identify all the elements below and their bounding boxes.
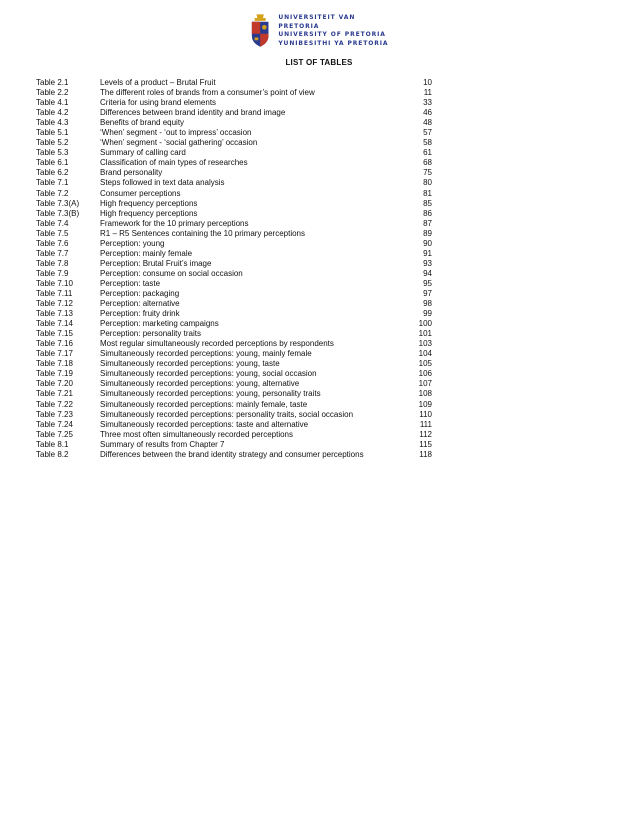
table-entry-row (36, 359, 432, 369)
table-number: Table 6.1 (36, 158, 69, 168)
university-name-sepedi: YUNIBESITHI YA PRETORIA (278, 39, 389, 47)
table-entry-row (36, 138, 432, 148)
university-logo (250, 10, 390, 52)
table-number: Table 7.21 (36, 389, 73, 399)
table-entry-row (36, 118, 432, 128)
table-entry-row (36, 259, 432, 269)
table-title: Simultaneously recorded perceptions: taste and alternative (100, 419, 309, 429)
table-page-number: 93 (423, 258, 432, 268)
table-number: Table 7.24 (36, 419, 73, 429)
table-number: Table 7.14 (36, 319, 73, 329)
table-page-number: 68 (423, 158, 432, 168)
table-page-number: 11 (423, 88, 432, 98)
table-title: Benefits of brand equity (100, 118, 185, 128)
table-entry-row (36, 98, 432, 108)
table-page-number: 81 (423, 188, 432, 198)
table-title: Simultaneously recorded perceptions: young, mainly female (100, 349, 312, 359)
table-title: ‘When’ segment - ‘social gathering’ occasion (100, 138, 258, 148)
table-title: Perception: taste (100, 278, 161, 288)
table-entry-row (36, 269, 432, 279)
table-entry-row (36, 309, 432, 319)
table-page-number: 100 (418, 319, 432, 329)
table-number: Table 7.4 (36, 218, 69, 228)
table-entry-row (36, 128, 432, 138)
table-page-number: 115 (419, 439, 432, 449)
table-entry-row (36, 189, 432, 199)
table-title: High frequency perceptions (100, 208, 198, 218)
table-page-number: 10 (423, 78, 432, 87)
table-title: Perception: alternative (100, 299, 180, 309)
table-title: Framework for the 10 primary perceptions (100, 218, 249, 228)
table-page-number: 112 (419, 429, 432, 439)
page-title: LIST OF TABLES (285, 58, 353, 67)
table-title: Perception: packaging (100, 288, 180, 298)
table-number: Table 8.1 (36, 439, 69, 449)
table-page-number: 46 (423, 108, 432, 118)
table-page-number: 86 (423, 208, 432, 218)
table-entry-row (36, 410, 432, 420)
table-entry-row (36, 440, 432, 450)
table-page-number: 58 (423, 138, 432, 148)
table-title: Simultaneously recorded perceptions: personality traits, social occasion (100, 409, 354, 419)
table-number: Table 7.11 (36, 288, 73, 298)
table-page-number: 91 (423, 248, 432, 258)
table-entry-row (36, 369, 432, 379)
list-of-tables (36, 78, 432, 460)
table-title: Perception: marketing campaigns (100, 319, 219, 329)
table-page-number: 111 (419, 419, 432, 429)
table-entry-row (36, 249, 432, 259)
table-entry-row (36, 400, 432, 410)
table-title: High frequency perceptions (100, 198, 198, 208)
table-title: Perception: consume on social occasion (100, 268, 243, 278)
table-page-number: 61 (423, 148, 432, 158)
table-number: Table 7.15 (36, 329, 73, 339)
table-page-number: 90 (423, 238, 432, 248)
table-entry-row (36, 430, 432, 440)
table-number: Table 7.1 (36, 178, 69, 188)
table-number: Table 7.25 (36, 429, 73, 439)
table-number: Table 7.23 (36, 409, 73, 419)
table-title: Most regular simultaneously recorded perceptions by respondents (100, 339, 334, 349)
table-number: Table 7.10 (36, 278, 73, 288)
table-page-number: 103 (418, 339, 432, 349)
table-page-number: 80 (423, 178, 432, 188)
table-number: Table 7.8 (36, 258, 69, 268)
table-page-number: 110 (419, 409, 432, 419)
table-number: Table 7.6 (36, 238, 69, 248)
table-number: Table 7.7 (36, 248, 69, 258)
table-entry-row (36, 148, 432, 158)
table-entry-row (36, 339, 432, 349)
table-page-number: 85 (423, 198, 432, 208)
table-number: Table 5.2 (36, 138, 69, 148)
table-title: Simultaneously recorded perceptions: young, taste (100, 359, 280, 369)
table-page-number: 106 (418, 369, 432, 379)
table-number: Table 2.1 (36, 78, 69, 87)
table-page-number: 98 (423, 299, 432, 309)
table-entry-row (36, 279, 432, 289)
table-number: Table 7.9 (36, 268, 69, 278)
table-page-number: 99 (423, 309, 432, 319)
university-name-english: UNIVERSITY OF PRETORIA (278, 31, 386, 38)
table-entry-row (36, 450, 432, 460)
table-number: Table 7.20 (36, 379, 73, 389)
table-entry-row (36, 289, 432, 299)
table-number: Table 7.16 (36, 339, 73, 349)
table-entry-row (36, 379, 432, 389)
table-title: Criteria for using brand elements (100, 98, 217, 108)
table-number: Table 7.18 (36, 359, 73, 369)
table-title: Consumer perceptions (100, 188, 181, 198)
table-title: Differences between the brand identity strategy and consumer perceptions (100, 449, 364, 459)
table-page-number: 87 (423, 218, 432, 228)
table-number: Table 7.2 (36, 188, 69, 198)
table-title: ‘When’ segment - ‘out to impress’ occasion (100, 128, 252, 138)
table-entry-row (36, 349, 432, 359)
table-title: Brand personality (100, 168, 163, 178)
table-number: Table 7.3(A) (36, 198, 80, 208)
table-number: Table 5.3 (36, 148, 69, 158)
table-title: Perception: Brutal Fruit’s image (100, 258, 212, 268)
table-page-number: 48 (423, 118, 432, 128)
table-page-number: 33 (423, 98, 432, 108)
table-number: Table 7.12 (36, 299, 73, 309)
table-page-number: 101 (418, 329, 432, 339)
table-title: Steps followed in text data analysis (100, 178, 225, 188)
table-title: R1 – R5 Sentences containing the 10 primary perceptions (100, 228, 306, 238)
table-page-number: 104 (418, 349, 432, 359)
table-entry-row (36, 389, 432, 399)
table-number: Table 7.22 (36, 399, 73, 409)
table-title: Three most often simultaneously recorded perceptions (100, 429, 293, 439)
table-page-number: 75 (423, 168, 432, 178)
table-page-number: 108 (418, 389, 432, 399)
university-crest-icon (250, 12, 270, 50)
table-title: Classification of main types of researches (100, 158, 248, 168)
table-entry-row (36, 199, 432, 209)
table-number: Table 4.2 (36, 108, 69, 118)
table-title: Summary of results from Chapter 7 (100, 439, 225, 449)
table-title: Perception: fruity drink (100, 309, 180, 319)
table-page-number: 105 (418, 359, 432, 369)
table-title: Simultaneously recorded perceptions: mainly female, taste (100, 399, 308, 409)
table-entry-row (36, 158, 432, 168)
table-page-number: 107 (418, 379, 432, 389)
table-entry-row (36, 88, 432, 98)
table-page-number: 57 (423, 128, 432, 138)
table-title: Differences between brand identity and brand image (100, 108, 286, 118)
table-title: Simultaneously recorded perceptions: young, alternative (100, 379, 300, 389)
table-entry-row (36, 229, 432, 239)
university-name-afrikaans: UNIVERSITEIT VAN PRETORIA (278, 14, 356, 30)
table-entry-row (36, 420, 432, 430)
table-title: Simultaneously recorded perceptions: young, personality traits (100, 389, 321, 399)
table-number: Table 7.17 (36, 349, 73, 359)
table-number: Table 4.1 (36, 98, 69, 108)
table-title: Simultaneously recorded perceptions: young, social occasion (100, 369, 317, 379)
table-entry-row (36, 299, 432, 309)
table-number: Table 7.5 (36, 228, 69, 238)
table-title: Perception: mainly female (100, 248, 193, 258)
table-page-number: 89 (423, 228, 432, 238)
table-page-number: 109 (418, 399, 432, 409)
table-entry-row (36, 168, 432, 178)
table-title: Levels of a product – Brutal Fruit (100, 78, 216, 87)
table-number: Table 4.3 (36, 118, 69, 128)
table-number: Table 8.2 (36, 449, 69, 459)
table-number: Table 2.2 (36, 88, 69, 98)
table-entry-row (36, 239, 432, 249)
table-title: Perception: young (100, 238, 165, 248)
table-title: Summary of calling card (100, 148, 186, 158)
table-entry-row (36, 178, 432, 188)
table-entry-row (36, 108, 432, 118)
table-entry-row (36, 78, 432, 88)
table-number: Table 7.19 (36, 369, 73, 379)
table-number: Table 7.13 (36, 309, 73, 319)
table-page-number: 94 (423, 268, 432, 278)
university-name-lines (278, 14, 390, 48)
table-number: Table 6.2 (36, 168, 69, 178)
table-page-number: 95 (423, 278, 432, 288)
table-title: Perception: personality traits (100, 329, 201, 339)
table-title: The different roles of brands from a consumer’s point of view (100, 88, 315, 98)
table-page-number: 118 (419, 449, 432, 459)
table-number: Table 5.1 (36, 128, 69, 138)
table-entry-row (36, 329, 432, 339)
table-entry-row (36, 219, 432, 229)
table-entry-row (36, 319, 432, 329)
table-number: Table 7.3(B) (36, 208, 80, 218)
table-page-number: 97 (423, 288, 432, 298)
table-entry-row (36, 209, 432, 219)
